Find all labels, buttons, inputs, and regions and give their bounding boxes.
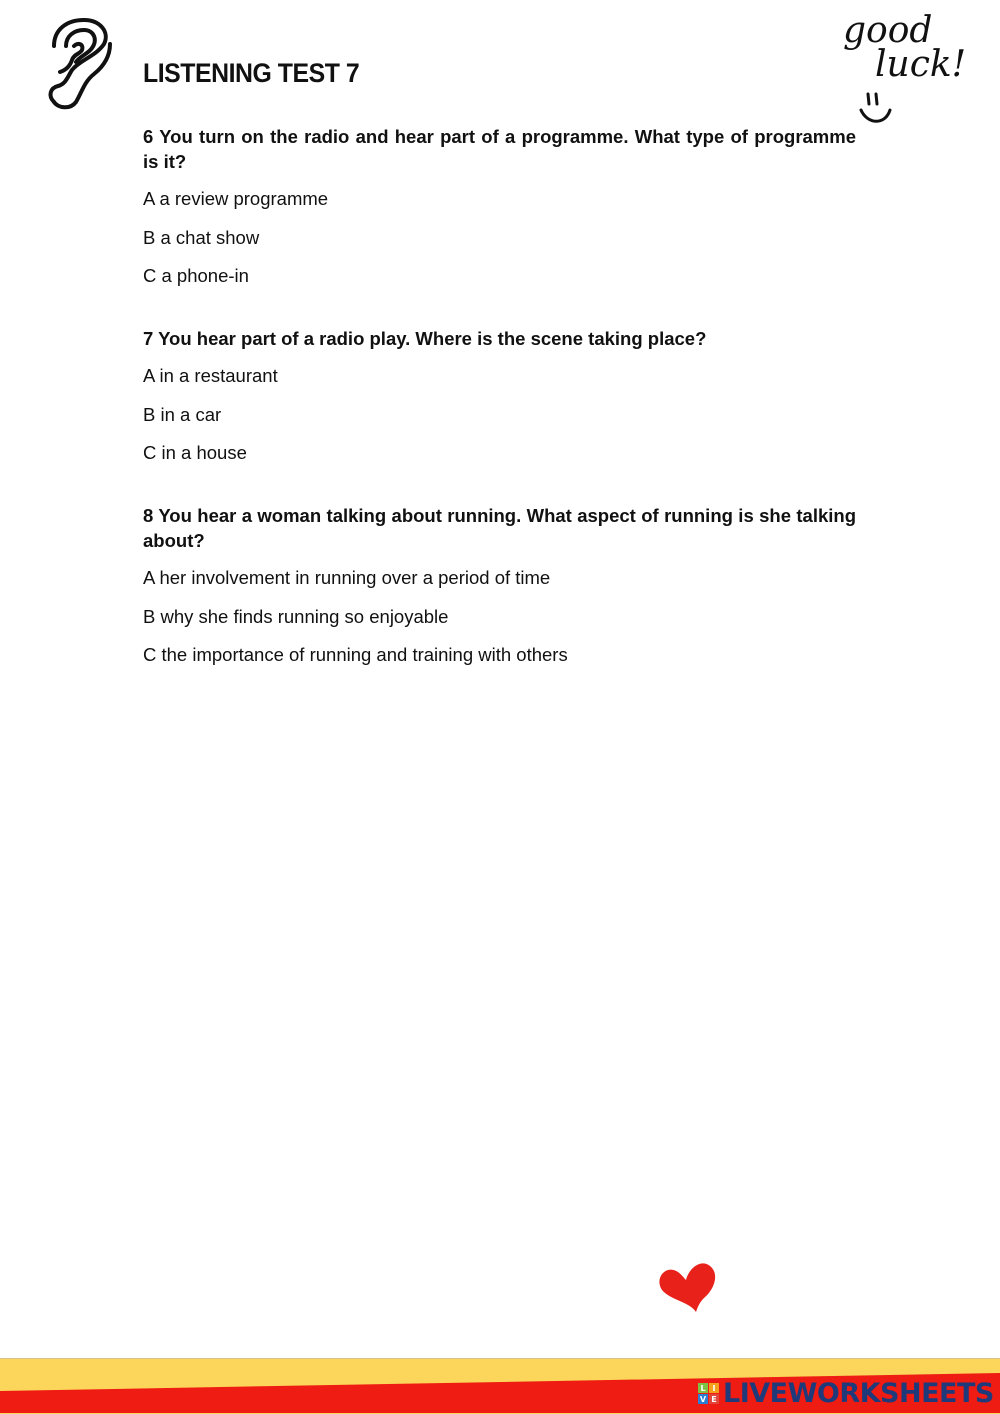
option-b: B a chat show — [143, 226, 260, 248]
option-c: C a phone-in — [143, 265, 249, 286]
page-title: LISTENING TEST 7 — [143, 58, 360, 88]
heart-icon — [656, 1260, 718, 1316]
question-8 — [143, 503, 856, 667]
question-7 — [143, 326, 856, 465]
question-text: 7 You hear part of a radio play. Where is the scene taking place? — [143, 328, 707, 349]
good-luck-text-line1: good — [843, 10, 933, 51]
option-b: B why she finds running so enjoyable — [143, 605, 449, 627]
liveworksheets-logo[interactable] — [698, 1378, 994, 1409]
question-6 — [143, 124, 856, 288]
option-a: A her involvement in running over a period of time — [143, 567, 551, 588]
option-b: B in a car — [143, 403, 222, 425]
logo-letter-v: V — [699, 1394, 707, 1404]
logo-letter-l: L — [698, 1383, 708, 1393]
option-c: C the importance of running and training with others — [143, 644, 568, 665]
logo-letter-e: E — [709, 1394, 719, 1404]
good-luck-handwriting — [835, 2, 985, 130]
live-squares-icon — [698, 1383, 719, 1404]
ear-icon — [44, 16, 114, 112]
question-text: 8 You hear a woman talking about running. What aspect of running is she talking about? — [143, 505, 856, 551]
brand-name: LIVEWORKSHEETS — [723, 1378, 994, 1409]
option-a: A a review programme — [143, 188, 329, 209]
good-luck-text-line2: luck! — [875, 44, 967, 85]
option-c: C in a house — [143, 442, 247, 463]
logo-letter-i: I — [709, 1383, 719, 1393]
smiley-icon — [861, 94, 890, 121]
question-text: 6 You turn on the radio and hear part of a programme. What type of programme is it? — [143, 126, 856, 172]
option-a: A in a restaurant — [143, 365, 278, 386]
questions-container — [143, 124, 856, 705]
